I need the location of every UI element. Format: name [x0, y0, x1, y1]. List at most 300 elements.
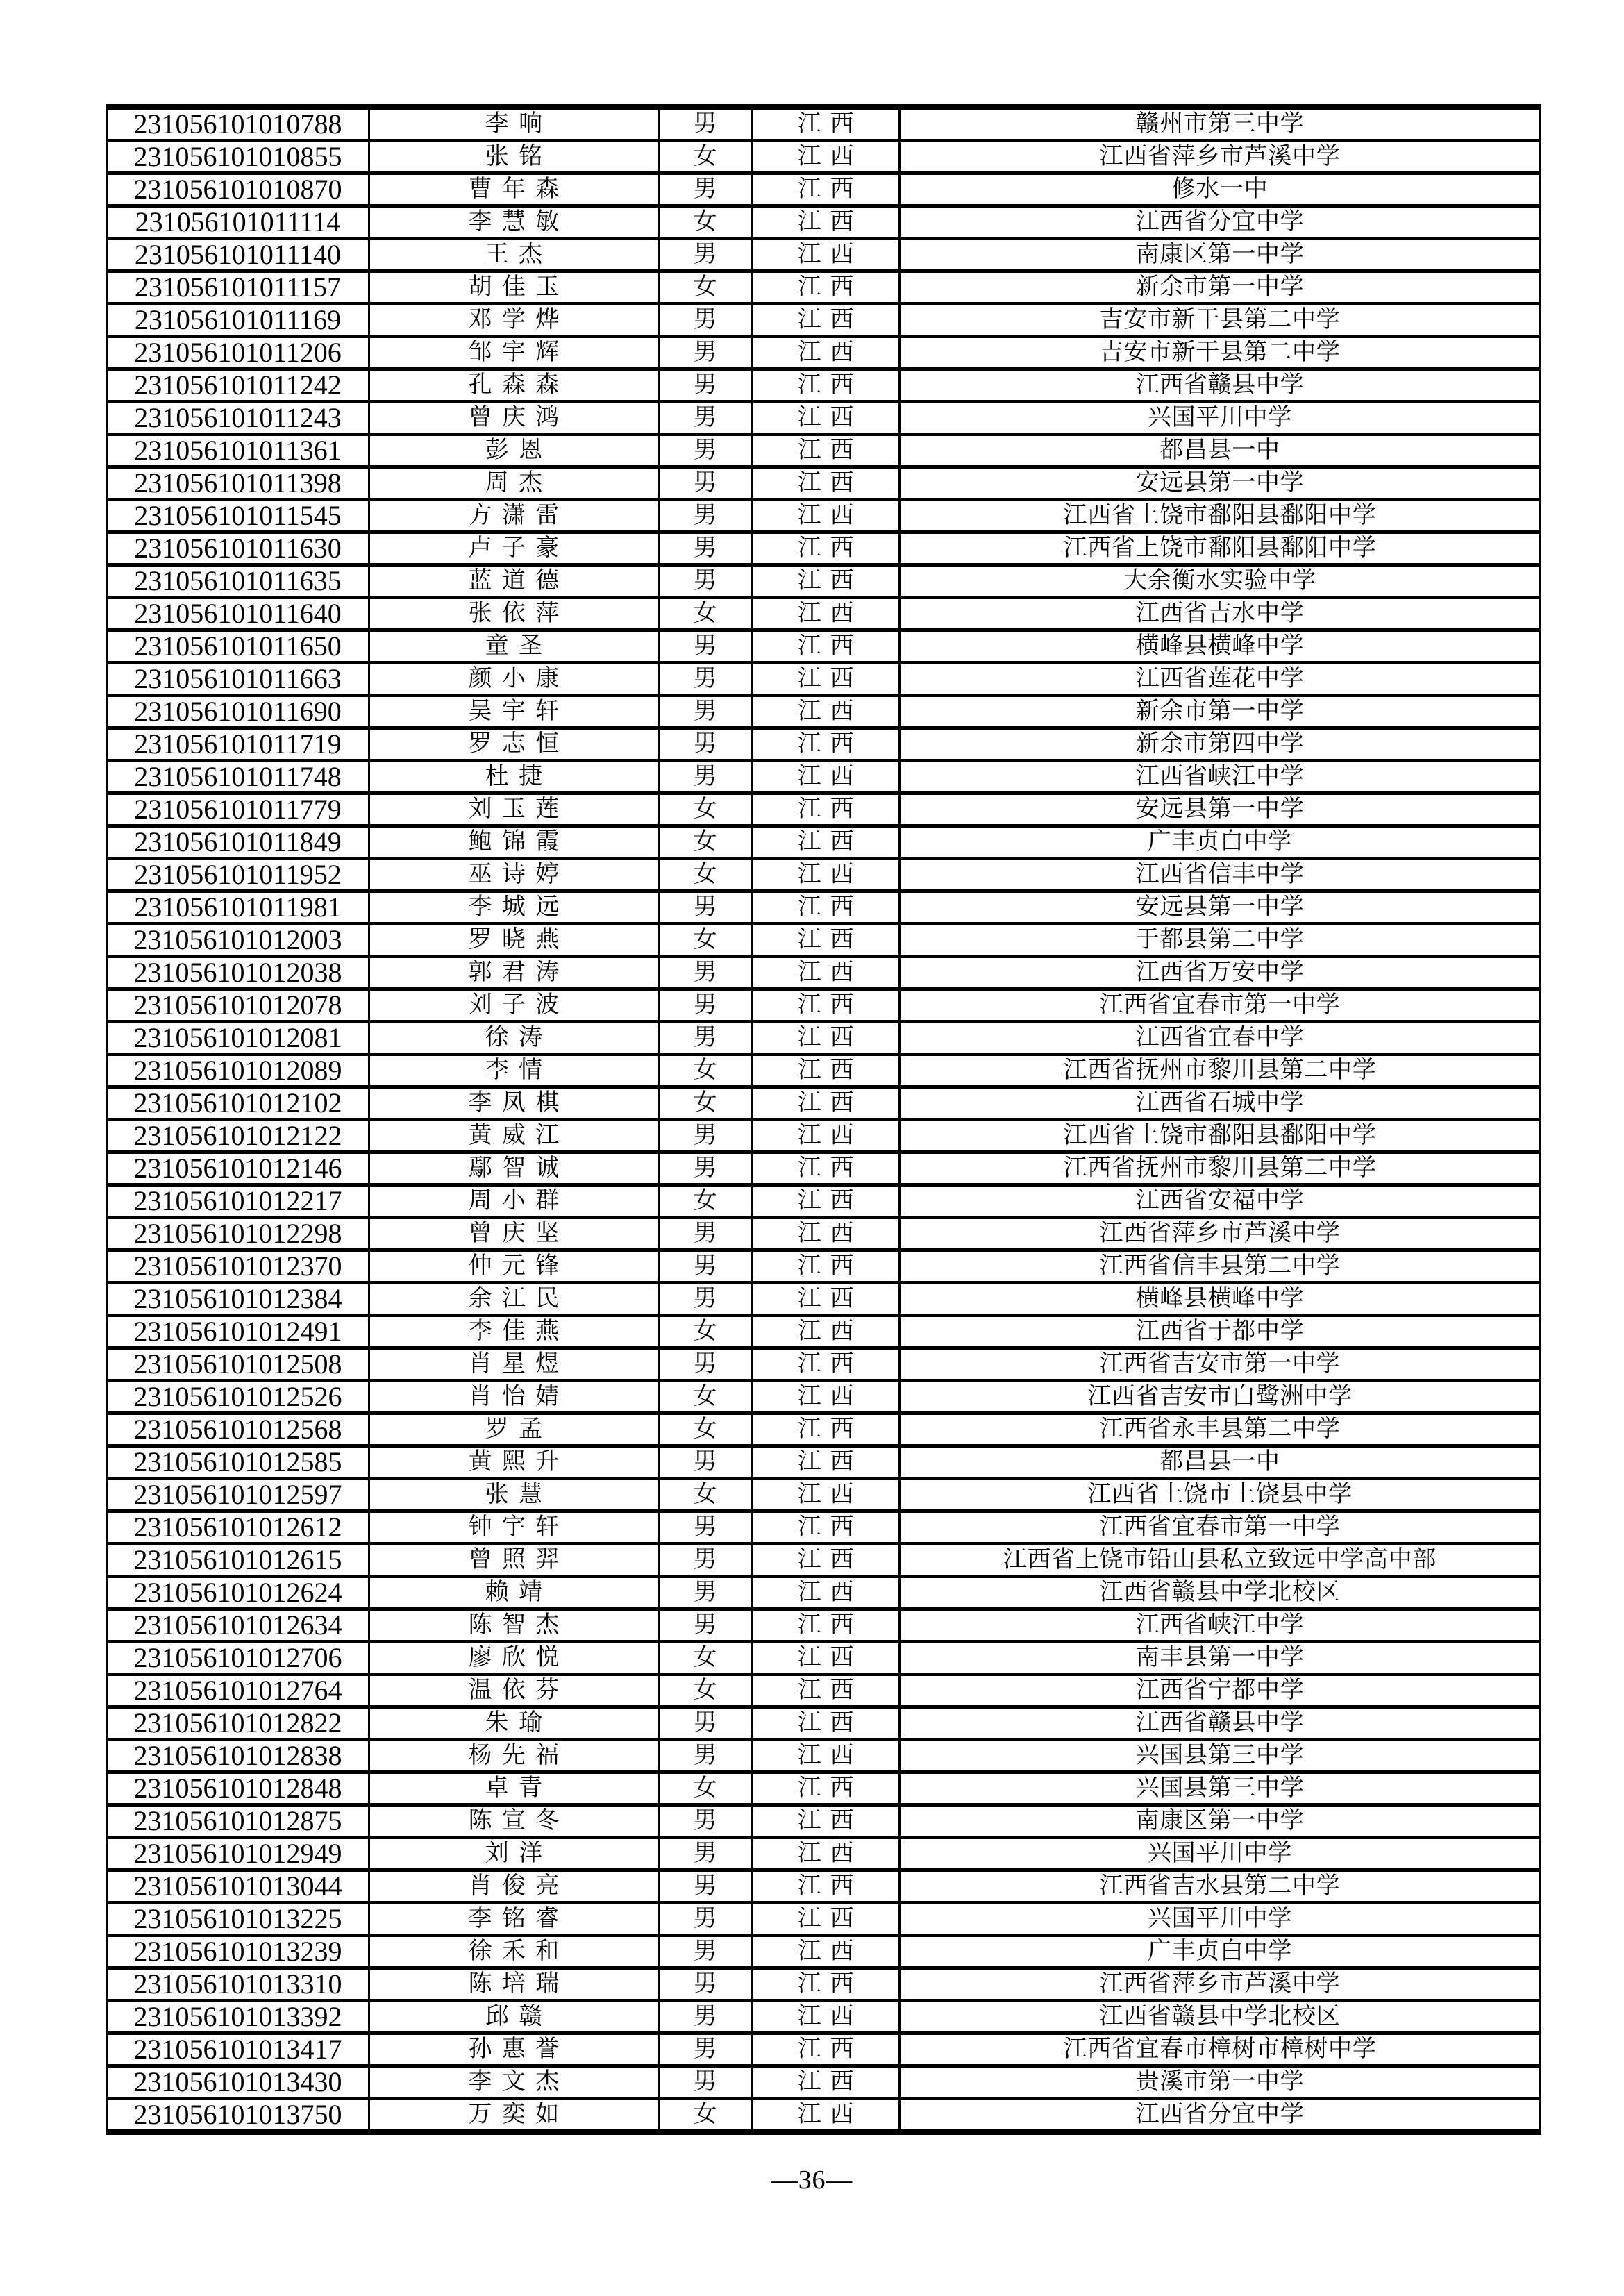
cell-id: 231056101012003 — [107, 924, 369, 957]
cell-gender: 男 — [659, 2034, 752, 2066]
cell-name: 邹宇辉 — [369, 337, 658, 369]
cell-school: 江西省石城中学 — [899, 1087, 1540, 1120]
cell-name: 李凤棋 — [369, 1087, 658, 1120]
cell-province: 江西 — [752, 1773, 900, 1805]
table-row — [107, 598, 1541, 630]
cell-gender: 女 — [659, 1381, 752, 1414]
cell-school: 修水一中 — [899, 174, 1540, 206]
table-row — [107, 1838, 1541, 1870]
cell-name: 刘洋 — [369, 1838, 658, 1870]
table-row — [107, 794, 1541, 826]
cell-name: 钟宇轩 — [369, 1511, 658, 1544]
cell-id: 231056101012081 — [107, 1022, 369, 1055]
cell-id: 231056101012102 — [107, 1087, 369, 1120]
cell-gender: 男 — [659, 533, 752, 565]
cell-province: 江西 — [752, 1446, 900, 1479]
cell-gender: 女 — [659, 859, 752, 891]
cell-gender: 男 — [659, 1968, 752, 2001]
cell-school: 江西省吉安市白鹭洲中学 — [899, 1381, 1540, 1414]
cell-id: 231056101012089 — [107, 1055, 369, 1087]
cell-gender: 男 — [659, 239, 752, 271]
table-row — [107, 337, 1541, 369]
cell-name: 曾庆鸿 — [369, 402, 658, 435]
cell-province: 江西 — [752, 1414, 900, 1446]
cell-province: 江西 — [752, 728, 900, 761]
cell-id: 231056101012384 — [107, 1283, 369, 1316]
cell-gender: 男 — [659, 1838, 752, 1870]
cell-id: 231056101012612 — [107, 1511, 369, 1544]
cell-gender: 男 — [659, 369, 752, 402]
cell-province: 江西 — [752, 1185, 900, 1218]
cell-name: 朱瑜 — [369, 1707, 658, 1740]
table-row — [107, 1936, 1541, 1968]
cell-gender: 男 — [659, 304, 752, 337]
cell-province: 江西 — [752, 2099, 900, 2133]
cell-gender: 男 — [659, 728, 752, 761]
table-row — [107, 435, 1541, 467]
cell-name: 童圣 — [369, 630, 658, 663]
cell-gender: 男 — [659, 663, 752, 696]
cell-gender: 男 — [659, 467, 752, 500]
cell-name: 曾照羿 — [369, 1544, 658, 1577]
cell-province: 江西 — [752, 1903, 900, 1936]
roster-table — [106, 104, 1541, 2135]
cell-name: 蓝道德 — [369, 565, 658, 598]
cell-school: 江西省莲花中学 — [899, 663, 1540, 696]
cell-school: 吉安市新干县第二中学 — [899, 337, 1540, 369]
cell-gender: 男 — [659, 1446, 752, 1479]
cell-id: 231056101012838 — [107, 1740, 369, 1773]
table-row — [107, 630, 1541, 663]
cell-gender: 男 — [659, 1609, 752, 1642]
cell-name: 张慧 — [369, 1479, 658, 1511]
cell-school: 广丰贞白中学 — [899, 1936, 1540, 1968]
cell-school: 横峰县横峰中学 — [899, 630, 1540, 663]
table-row — [107, 500, 1541, 533]
cell-school: 吉安市新干县第二中学 — [899, 304, 1540, 337]
cell-province: 江西 — [752, 239, 900, 271]
table-row — [107, 467, 1541, 500]
cell-id: 231056101011748 — [107, 761, 369, 794]
table-row — [107, 304, 1541, 337]
cell-name: 曹年森 — [369, 174, 658, 206]
cell-name: 张依萍 — [369, 598, 658, 630]
cell-gender: 男 — [659, 1250, 752, 1283]
cell-id: 231056101011690 — [107, 696, 369, 728]
cell-school: 于都县第二中学 — [899, 924, 1540, 957]
table-row — [107, 206, 1541, 239]
cell-gender: 男 — [659, 2001, 752, 2034]
cell-school: 江西省赣县中学 — [899, 369, 1540, 402]
cell-id: 231056101013239 — [107, 1936, 369, 1968]
cell-gender: 男 — [659, 1511, 752, 1544]
cell-gender: 男 — [659, 696, 752, 728]
cell-school: 江西省上饶市上饶县中学 — [899, 1479, 1540, 1511]
cell-school: 江西省峡江中学 — [899, 1609, 1540, 1642]
cell-gender: 女 — [659, 1773, 752, 1805]
cell-name: 罗志恒 — [369, 728, 658, 761]
cell-province: 江西 — [752, 761, 900, 794]
cell-province: 江西 — [752, 500, 900, 533]
cell-id: 231056101011981 — [107, 891, 369, 924]
cell-school: 南丰县第一中学 — [899, 1642, 1540, 1675]
table-row — [107, 1968, 1541, 2001]
cell-province: 江西 — [752, 467, 900, 500]
cell-province: 江西 — [752, 989, 900, 1022]
cell-school: 安远县第一中学 — [899, 794, 1540, 826]
table-row — [107, 826, 1541, 859]
table-row — [107, 1675, 1541, 1707]
table-row — [107, 1609, 1541, 1642]
cell-gender: 男 — [659, 1936, 752, 1968]
cell-gender: 男 — [659, 1120, 752, 1153]
cell-gender: 男 — [659, 2066, 752, 2099]
table-row — [107, 2066, 1541, 2099]
cell-gender: 男 — [659, 630, 752, 663]
cell-school: 兴国县第三中学 — [899, 1740, 1540, 1773]
cell-province: 江西 — [752, 1479, 900, 1511]
cell-id: 231056101012568 — [107, 1414, 369, 1446]
cell-school: 江西省分宜中学 — [899, 206, 1540, 239]
cell-id: 231056101012624 — [107, 1577, 369, 1609]
cell-id: 231056101012217 — [107, 1185, 369, 1218]
cell-name: 陈智杰 — [369, 1609, 658, 1642]
cell-name: 郭君涛 — [369, 957, 658, 989]
cell-gender: 女 — [659, 598, 752, 630]
cell-province: 江西 — [752, 794, 900, 826]
cell-id: 231056101013310 — [107, 1968, 369, 2001]
cell-name: 方潇雷 — [369, 500, 658, 533]
cell-school: 兴国县第三中学 — [899, 1773, 1540, 1805]
table-row — [107, 1153, 1541, 1185]
table-row — [107, 1479, 1541, 1511]
cell-gender: 男 — [659, 500, 752, 533]
cell-id: 231056101012298 — [107, 1218, 369, 1250]
cell-id: 231056101010788 — [107, 107, 369, 141]
cell-name: 陈培瑞 — [369, 1968, 658, 2001]
cell-province: 江西 — [752, 891, 900, 924]
cell-id: 231056101012146 — [107, 1153, 369, 1185]
cell-gender: 女 — [659, 2099, 752, 2133]
cell-gender: 男 — [659, 402, 752, 435]
cell-name: 彭恩 — [369, 435, 658, 467]
table-row — [107, 2099, 1541, 2133]
cell-school: 横峰县横峰中学 — [899, 1283, 1540, 1316]
table-row — [107, 1577, 1541, 1609]
roster-table-body — [107, 107, 1541, 2132]
cell-name: 李铭睿 — [369, 1903, 658, 1936]
cell-school: 安远县第一中学 — [899, 467, 1540, 500]
cell-name: 周小群 — [369, 1185, 658, 1218]
cell-name: 李佳燕 — [369, 1316, 658, 1348]
cell-province: 江西 — [752, 1022, 900, 1055]
cell-province: 江西 — [752, 2034, 900, 2066]
cell-province: 江西 — [752, 1870, 900, 1903]
cell-gender: 男 — [659, 957, 752, 989]
table-row — [107, 1055, 1541, 1087]
cell-name: 温依芬 — [369, 1675, 658, 1707]
cell-school: 江西省抚州市黎川县第二中学 — [899, 1153, 1540, 1185]
cell-id: 231056101011545 — [107, 500, 369, 533]
cell-school: 江西省安福中学 — [899, 1185, 1540, 1218]
cell-name: 肖星煜 — [369, 1348, 658, 1381]
cell-id: 231056101010855 — [107, 141, 369, 174]
cell-name: 卢子豪 — [369, 533, 658, 565]
cell-gender: 男 — [659, 1022, 752, 1055]
table-row — [107, 1773, 1541, 1805]
table-row — [107, 141, 1541, 174]
cell-gender: 女 — [659, 1055, 752, 1087]
cell-name: 卓青 — [369, 1773, 658, 1805]
table-row — [107, 239, 1541, 271]
cell-province: 江西 — [752, 1936, 900, 1968]
cell-name: 孔森森 — [369, 369, 658, 402]
cell-id: 231056101011114 — [107, 206, 369, 239]
cell-gender: 男 — [659, 1903, 752, 1936]
cell-gender: 女 — [659, 1185, 752, 1218]
cell-id: 231056101012370 — [107, 1250, 369, 1283]
table-row — [107, 696, 1541, 728]
table-row — [107, 2034, 1541, 2066]
cell-school: 江西省上饶市铅山县私立致远中学高中部 — [899, 1544, 1540, 1577]
cell-id: 231056101012078 — [107, 989, 369, 1022]
cell-school: 江西省宜春市第一中学 — [899, 1511, 1540, 1544]
cell-id: 231056101012848 — [107, 1773, 369, 1805]
cell-gender: 女 — [659, 1642, 752, 1675]
cell-id: 231056101012508 — [107, 1348, 369, 1381]
roster-table-wrap — [106, 104, 1541, 2135]
cell-name: 李响 — [369, 107, 658, 141]
cell-school: 江西省吉安市第一中学 — [899, 1348, 1540, 1381]
cell-name: 徐涛 — [369, 1022, 658, 1055]
cell-id: 231056101013750 — [107, 2099, 369, 2133]
cell-name: 鲍锦霞 — [369, 826, 658, 859]
cell-gender: 男 — [659, 1348, 752, 1381]
cell-id: 231056101012585 — [107, 1446, 369, 1479]
table-row — [107, 1218, 1541, 1250]
cell-gender: 男 — [659, 1577, 752, 1609]
cell-name: 肖怡婧 — [369, 1381, 658, 1414]
cell-id: 231056101011635 — [107, 565, 369, 598]
cell-gender: 女 — [659, 206, 752, 239]
table-row — [107, 1414, 1541, 1446]
cell-province: 江西 — [752, 206, 900, 239]
cell-name: 黄威江 — [369, 1120, 658, 1153]
cell-school: 江西省分宜中学 — [899, 2099, 1540, 2133]
cell-gender: 男 — [659, 1707, 752, 1740]
table-row — [107, 957, 1541, 989]
cell-name: 万奕如 — [369, 2099, 658, 2133]
cell-id: 231056101013417 — [107, 2034, 369, 2066]
cell-name: 张铭 — [369, 141, 658, 174]
cell-school: 大余衡水实验中学 — [899, 565, 1540, 598]
cell-id: 231056101012038 — [107, 957, 369, 989]
cell-gender: 女 — [659, 826, 752, 859]
table-row — [107, 761, 1541, 794]
table-row — [107, 891, 1541, 924]
cell-province: 江西 — [752, 1381, 900, 1414]
cell-school: 南康区第一中学 — [899, 239, 1540, 271]
table-row — [107, 1805, 1541, 1838]
cell-id: 231056101011243 — [107, 402, 369, 435]
table-row — [107, 2001, 1541, 2034]
cell-id: 231056101010870 — [107, 174, 369, 206]
cell-id: 231056101011663 — [107, 663, 369, 696]
cell-id: 231056101012491 — [107, 1316, 369, 1348]
cell-name: 巫诗婷 — [369, 859, 658, 891]
cell-province: 江西 — [752, 174, 900, 206]
cell-id: 231056101011849 — [107, 826, 369, 859]
table-row — [107, 402, 1541, 435]
cell-name: 刘玉莲 — [369, 794, 658, 826]
cell-name: 黄熙升 — [369, 1446, 658, 1479]
cell-province: 江西 — [752, 304, 900, 337]
cell-school: 广丰贞白中学 — [899, 826, 1540, 859]
cell-id: 231056101011630 — [107, 533, 369, 565]
cell-province: 江西 — [752, 1316, 900, 1348]
cell-school: 江西省信丰县第二中学 — [899, 1250, 1540, 1283]
cell-province: 江西 — [752, 2001, 900, 2034]
cell-id: 231056101013430 — [107, 2066, 369, 2099]
table-row — [107, 1642, 1541, 1675]
cell-province: 江西 — [752, 271, 900, 304]
cell-school: 江西省永丰县第二中学 — [899, 1414, 1540, 1446]
cell-gender: 男 — [659, 1870, 752, 1903]
cell-province: 江西 — [752, 826, 900, 859]
cell-name: 刘子波 — [369, 989, 658, 1022]
cell-id: 231056101011361 — [107, 435, 369, 467]
cell-school: 兴国平川中学 — [899, 1903, 1540, 1936]
cell-id: 231056101011719 — [107, 728, 369, 761]
cell-school: 江西省万安中学 — [899, 957, 1540, 989]
cell-province: 江西 — [752, 598, 900, 630]
cell-name: 杜捷 — [369, 761, 658, 794]
table-row — [107, 1740, 1541, 1773]
cell-name: 李慧敏 — [369, 206, 658, 239]
cell-name: 邱赣 — [369, 2001, 658, 2034]
cell-name: 罗晓燕 — [369, 924, 658, 957]
table-row — [107, 1903, 1541, 1936]
cell-province: 江西 — [752, 565, 900, 598]
cell-name: 孙惠誉 — [369, 2034, 658, 2066]
cell-province: 江西 — [752, 533, 900, 565]
cell-gender: 男 — [659, 989, 752, 1022]
cell-province: 江西 — [752, 696, 900, 728]
cell-id: 231056101012706 — [107, 1642, 369, 1675]
cell-gender: 女 — [659, 141, 752, 174]
cell-school: 江西省信丰中学 — [899, 859, 1540, 891]
cell-gender: 男 — [659, 1153, 752, 1185]
cell-province: 江西 — [752, 1577, 900, 1609]
cell-id: 231056101012615 — [107, 1544, 369, 1577]
table-row — [107, 924, 1541, 957]
table-row — [107, 533, 1541, 565]
cell-id: 231056101012122 — [107, 1120, 369, 1153]
cell-id: 231056101012764 — [107, 1675, 369, 1707]
page-number: —36— — [771, 2165, 853, 2195]
cell-id: 231056101013044 — [107, 1870, 369, 1903]
cell-school: 兴国平川中学 — [899, 402, 1540, 435]
cell-school: 都昌县一中 — [899, 1446, 1540, 1479]
table-row — [107, 1544, 1541, 1577]
cell-province: 江西 — [752, 1250, 900, 1283]
cell-id: 231056101011140 — [107, 239, 369, 271]
cell-school: 赣州市第三中学 — [899, 107, 1540, 141]
table-row — [107, 859, 1541, 891]
cell-province: 江西 — [752, 107, 900, 141]
cell-province: 江西 — [752, 141, 900, 174]
cell-school: 江西省上饶市鄱阳县鄱阳中学 — [899, 500, 1540, 533]
cell-id: 231056101011242 — [107, 369, 369, 402]
table-row — [107, 1316, 1541, 1348]
table-row — [107, 1250, 1541, 1283]
cell-school: 江西省上饶市鄱阳县鄱阳中学 — [899, 1120, 1540, 1153]
table-row — [107, 1185, 1541, 1218]
cell-name: 赖靖 — [369, 1577, 658, 1609]
cell-school: 江西省宜春市樟树市樟树中学 — [899, 2034, 1540, 2066]
cell-gender: 男 — [659, 565, 752, 598]
cell-province: 江西 — [752, 2066, 900, 2099]
table-row — [107, 107, 1541, 141]
cell-school: 新余市第四中学 — [899, 728, 1540, 761]
cell-province: 江西 — [752, 630, 900, 663]
table-row — [107, 174, 1541, 206]
cell-school: 江西省萍乡市芦溪中学 — [899, 1968, 1540, 2001]
cell-name: 邓学烨 — [369, 304, 658, 337]
cell-province: 江西 — [752, 435, 900, 467]
cell-gender: 女 — [659, 1414, 752, 1446]
cell-id: 231056101012822 — [107, 1707, 369, 1740]
cell-school: 江西省宜春市第一中学 — [899, 989, 1540, 1022]
cell-id: 231056101011206 — [107, 337, 369, 369]
cell-province: 江西 — [752, 1838, 900, 1870]
cell-province: 江西 — [752, 1609, 900, 1642]
cell-name: 曾庆坚 — [369, 1218, 658, 1250]
cell-gender: 女 — [659, 924, 752, 957]
cell-name: 杨先福 — [369, 1740, 658, 1773]
cell-name: 仲元锋 — [369, 1250, 658, 1283]
cell-id: 231056101011779 — [107, 794, 369, 826]
cell-id: 231056101012634 — [107, 1609, 369, 1642]
cell-name: 陈宣冬 — [369, 1805, 658, 1838]
cell-province: 江西 — [752, 1283, 900, 1316]
table-row — [107, 1870, 1541, 1903]
table-row — [107, 1381, 1541, 1414]
cell-name: 王杰 — [369, 239, 658, 271]
cell-gender: 男 — [659, 761, 752, 794]
cell-name: 廖欣悦 — [369, 1642, 658, 1675]
cell-gender: 男 — [659, 1283, 752, 1316]
cell-province: 江西 — [752, 1805, 900, 1838]
table-row — [107, 1120, 1541, 1153]
table-row — [107, 565, 1541, 598]
cell-province: 江西 — [752, 1707, 900, 1740]
cell-name: 吴宇轩 — [369, 696, 658, 728]
cell-school: 江西省赣县中学 — [899, 1707, 1540, 1740]
cell-gender: 男 — [659, 1740, 752, 1773]
cell-name: 周杰 — [369, 467, 658, 500]
cell-name: 颜小康 — [369, 663, 658, 696]
cell-id: 231056101011952 — [107, 859, 369, 891]
cell-province: 江西 — [752, 957, 900, 989]
table-row — [107, 728, 1541, 761]
cell-province: 江西 — [752, 1511, 900, 1544]
cell-id: 231056101013392 — [107, 2001, 369, 2034]
cell-gender: 男 — [659, 174, 752, 206]
cell-school: 贵溪市第一中学 — [899, 2066, 1540, 2099]
cell-name: 胡佳玉 — [369, 271, 658, 304]
cell-gender: 男 — [659, 1544, 752, 1577]
